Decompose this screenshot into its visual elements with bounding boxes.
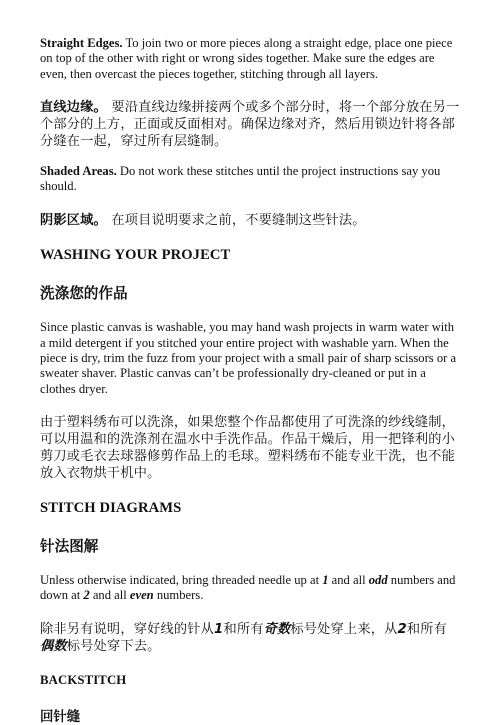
- diagrams-en-text-4: and all: [89, 588, 130, 603]
- diagrams-en-even: even: [129, 588, 154, 603]
- diagrams-zh-text-3: 标号处穿上来，从: [290, 621, 398, 637]
- diagrams-zh-num-1: 1: [214, 621, 224, 637]
- diagrams-en-text-5: numbers.: [153, 588, 204, 603]
- washing-body-zh: 由于塑料绣布可以洗涤，如果您整个作品都使用了可洗涤的纱线缝制，可以用温和的洗涤剂在温水中手洗作品。作品干燥后，用一把锋利的小剪刀或毛衣去球器修剪作品上的毛球。塑料绣布不能专业干洗，也不能放入衣物烘干机中。: [40, 414, 456, 481]
- straight-edges-title: Straight Edges.: [40, 36, 123, 50]
- shaded-areas-zh-body: 在项目说明要求之前，不要缝制这些针法。: [106, 213, 366, 229]
- diagrams-en-text-1: Unless otherwise indicated, bring threaded needle up at: [40, 572, 323, 587]
- shaded-areas-title: Shaded Areas.: [40, 163, 117, 178]
- straight-edges-en: [40, 36, 460, 82]
- diagrams-zh-text-1: 除非另有说明，穿好线的针从: [40, 621, 215, 637]
- diagrams-heading-en: STITCH DIAGRAMS: [40, 499, 182, 516]
- diagrams-zh-odd: 奇数: [263, 621, 291, 637]
- shaded-areas-en: [40, 164, 460, 195]
- washing-heading-en: WASHING YOUR PROJECT: [40, 247, 231, 264]
- diagrams-zh-text-4: 和所有: [406, 621, 448, 637]
- diagrams-en-odd: odd: [368, 572, 388, 587]
- diagrams-en-num-1: 1: [322, 572, 329, 587]
- shaded-areas-zh: [40, 212, 460, 229]
- diagrams-zh-num-2: 2: [397, 621, 407, 637]
- diagrams-body-en: [40, 573, 460, 604]
- diagrams-zh-even: 偶数: [40, 638, 67, 654]
- diagrams-en-text-3: numbers and down at: [40, 572, 456, 603]
- shaded-areas-zh-title: 阴影区域。: [40, 213, 107, 229]
- backstitch-heading-en: BACKSTITCH: [40, 672, 127, 687]
- straight-edges-zh: [40, 99, 460, 150]
- diagrams-heading-zh: 针法图解: [40, 537, 99, 555]
- backstitch-heading-zh: 回针缝: [40, 709, 81, 725]
- straight-edges-body: To join two or more pieces along a straight edge, place one piece on top of the other with right or wrong sides together. Make sure the edges are even, then overcast the pieces together, stitching through all layers.: [40, 36, 453, 81]
- shaded-areas-body: Do not work these stitches until the project instructions say you should.: [40, 163, 441, 194]
- straight-edges-zh-body: 要沿直线边缘拼接两个或多个部分时，将一个部分放在另一个部分的上方，正面或反面相对。确保边缘对齐，然后用锁边针将各部分缝在一起，穿过所有层缝制。: [40, 99, 460, 149]
- diagrams-body-zh: [40, 621, 460, 655]
- washing-body-en: Since plastic canvas is washable, you may hand wash projects in warm water with a mild detergent if you stitched your entire project with washable yarn. When the piece is dry, trim the fuzz from your project with a small pair of sharp scissors or a sweater shaver. Plastic canvas can’t be professionally dry-cleaned or put in a clothes dryer.: [40, 320, 457, 396]
- washing-heading-zh: 洗涤您的作品: [40, 285, 128, 303]
- diagrams-zh-text-2: 和所有: [223, 621, 264, 637]
- diagrams-en-num-2: 2: [83, 588, 90, 603]
- diagrams-zh-text-5: 标号处穿下去。: [66, 638, 161, 654]
- diagrams-en-text-2: and all: [328, 572, 369, 587]
- straight-edges-zh-title: 直线边缘。: [40, 99, 107, 115]
